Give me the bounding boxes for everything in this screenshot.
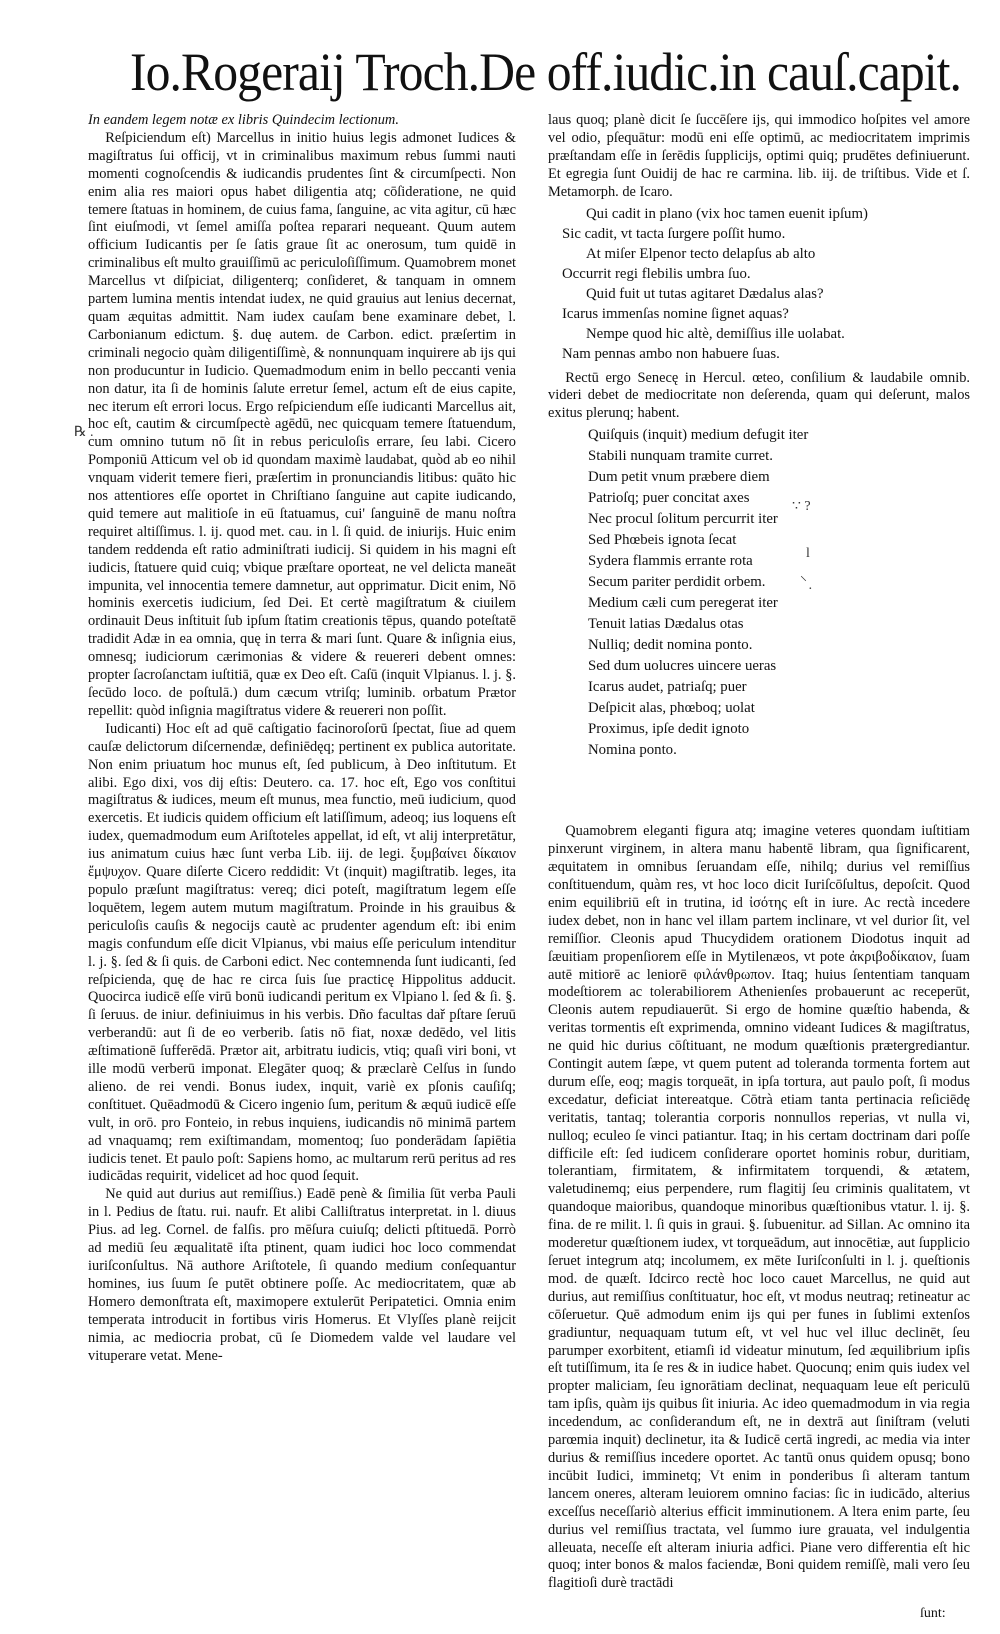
margin-mark-right: ⸜ <box>800 569 807 584</box>
left-column <box>88 112 516 1365</box>
verse-line: Nam pennas ambo non habuere ſuas. <box>562 345 780 362</box>
verse-line: Icarus immenſas nomine ſignet aquas? <box>562 305 789 322</box>
verse-line: Nomina ponto. <box>588 742 677 759</box>
right-paragraph-1: Quamobrem eleganti figura atq; imagine veteres quondam iuſtitiam pinxerunt virginem, in altera manu habentē libram, qua ſignificarent, æquitatem in omnibus ſeruandam eſſe, nihilq; durius vel remiſſius conſtituendum, quàm res, vt hoc loco dicit Iuriſcōſultus, depoſcit. Quod enim equilibriū eſt in trutina, id ἰσότης eſt in iure. Ac rectà incedere iudex debet, non in hanc vel illam partem inclinare, vt vel durior ſit, vel remiſſior. Cleonis apud Thucydidem orationem Diodotus inquit ad ſæuitiam propenſiorem eſſe in Mytilenæos, vt pote ἀκριβοδίκαιον, ſuam autē mitiorē ac leniorē φιλάνθρωπον. Itaq; huius ſententiam tanquam modeſtiorem ac tolerabiliorem Athenienſes probauerunt ac receperūt, Cleonis autem repudiauerūt. Si ergo de homine quæſtio habenda, & veritas tormentis eſt exprimenda, omnino videant Iudices & magiſtratus, ne quid hic durius cōſtituant, ne modum quæſtionis prætergrediantur. Contingit autem ſæpe, vt quem putent ad toleranda tormenta fortem aut durum eſſe, eoq; magis torqueāt, in ipſa tortura, aut paulo poſt, ſi modus excedatur, deficiat intereatque. Cōtrà etiam tanta pertinacia reſiciēdę veritatis, tantaq; tolerantia corporis nonnullos reperias, vt nulla vi, nulloq; eculeo ſe vinci patiantur. Itaq; in his certam doctrinam dari poſſe difficile eſt: ſed iudicem conſiderare oportet hominis robur, duritiam, tolerantiam, firmitatem, & infirmitatem torquendi, & ætatem, valetudinemq; eius perpendere, rum flagitij ſeu criminis qualitatem, vt quandoque maioribus, quandoque minoribus quæſtionibus vtatur. l. ij. §. fina. de re milit. l. ſi quis in graui. §. ſubuenitur. ad Sillan. Ac omnino ita moderetur quæſtionem iudex, vt torqueādum, aut innocētiæ, aut ſupplicio ſeruet integrum atq; incolumem, ex mēte Iuriſconſulti in l. j. queſtionis mod. de quæſt. Idcirco rectè hoc loco cauet Marcellus, ne quid aut durius, aut remiſſius conſtituatur, hoc eſt, vt modus neutraq; retineatur ac cōſeruetur. Quē admodum enim ijs qui per funes in ſublimi extenſos gradiuntur, nequaquam tutum eſt, vt vel huc vel illuc declinēt, ſeu parumper exorbitent, etiamſi id videatur minutum, ſed æquilibrium ipſis eſt tutiſſimum, ita ſe res & in iudice habet. Quocunq; enim quis iudex vel propter maliciam, ſeu ignorātiam declinat, nequaquam leue eſt periculū tam ipſis, quàm ijs quibus ſit iniuria. Ac ideo quemadmodum in via regia incedendum, ac conſiderandum eſt, ne in dextrā aut ſiniſtram (veluti parœmia inquit) declinetur, ita & Iudicē certā ingredi, ac media via inter durius & remiſſius incedere oportet. Ac tantū onus quidem opusq; bono incūbit Iudici, imminetq; Vt enim in ponderibus ſi alteram tantum lancem oneres, alteram leuiorem omnino facias: ſic in iudicādo, alterius exceſſus neceſſariò alterius efficit imminutionem. A ltera enim parte, ſeu durius vel remiſſius tractata, vel ſummo iure grauata, vel indulgentia alleuata, neceſſe eſt alteram iniuria adfici. Piane vero differentia eſt hic quoq; inter bonos & malos faciendæ, Boni quidem remiſſè, mali vero ſeu flagitioſi durè tractādi <box>548 823 970 1592</box>
margin-mark-right: ∵ ? <box>792 499 811 514</box>
verse-line: Quiſquis (inquit) medium defugit iter <box>588 427 809 444</box>
verse-line: Dum petit vnum præbere diem <box>588 469 770 486</box>
verse-line: Sed dum uolucres uincere ueras <box>588 658 777 675</box>
left-paragraph-2: Iudicanti) Hoc eſt ad quē caſtigatio facinoroſorū ſpectat, ſiue ad quem cauſæ delictorum diſcernendæ, definiēdęq; pertinent ex publica autoritate. Non enim priuatum hoc munus eſt, ſed publicum, à Deo inſtitutum. Et alibi. Ego dixi, vos dij eſtis: Deutero. ca. 17. hoc eſt, Ego vos conſtitui magiſtratus & iudices, meum eſt munus, mea functio, meū iudicium, quod exercetis. Et iudicis quidem officium eſt latiſſimum, adeoq; ius loquens eſt iudex, quemadmodum eum Ariſtoteles appellat, id eſt, vt alij interpretātur, ius animatum cuius hæc ſunt verba Lib. iij. de legi. ξυμβαίνει δίκαιον ἔμψυχον. Quare diſerte Cicero reddidit: Vt (inquit) magiſtratib. leges, ita populo præſunt magiſtratus: vereq; dici poteſt, magiſtratum legem eſſe loquētem, legem autem mutum magiſtratum. Proinde in his grauibus & periculoſis cauſis & negocijs cautè ac prudenter agendum eſt: ibi enim magis confundum eſſe dicit Vlpianus, vbi maius eſſe periculum intenditur l. j. §. ſed & ſi quis. de Carboni edict. Nec contemnenda ſunt iudicanti, ſed reſpicienda, quę de hac re circa ſuis ſue practicę Hippolitus adducit. Quocirca iudicē eſſe virū bonū iudicandi peritum ex Vlpiano l. ſed & ſi. §. ſi ſeruus. de iniur. definiuimus in his verbis. Dño facultas dař pſtare ſeruū verberandū: aut ſi de eo verberib. ſatis nō fiat, noxæ dedēdo, vel litis æſtimationē ſufferēdā. Prætor ait, arbitratu iudicis, vtiq; quaſi viri boni, vt ille modū verberū imponat. Elegāter quoq; & præclarè Celſus in ſundo alieno. de rei vendi. Bonus iudex, inquit, variè ex pſonis cauſiſq; conſtituet. Quēadmodū & Cicero ingenio ſum, peritum & æquū iudicē eſſe vult, in orō. pro Fonteio, in rebus inquiens, iudicandis nō minimā partem ad vnaquamq; rem exiſtimandam, momentoq; ſuo ponderādam ſapiētia iudicis tenet. Et paulo poſt: Sapiens homo, ac multarum rerū peritus ad res iudicādas requirit, videlicet ad hoc quod ſequit. <box>88 720 516 1185</box>
verse-line: Icarus audet, patriaſq; puer <box>588 679 747 696</box>
verse-line: Medium cæli cum peregerat iter <box>588 595 778 612</box>
verse-line: Quid fuit ut tutas agitaret Dædalus alas? <box>586 285 824 302</box>
ovid-verse <box>548 204 970 364</box>
verse-line: Nec procul ſolitum percurrit iter <box>588 511 778 528</box>
verse-line: Nempe quod hic altè, demiſſius ille uolabat. <box>586 325 845 342</box>
running-head: Io.Rogeraij Troch.De off.iudic.in cauſ.capit. <box>130 42 962 102</box>
verse-line: Occurrit regi flebilis umbra ſuo. <box>562 265 751 282</box>
verse-line: Patrioſq; puer concitat axes <box>588 490 750 507</box>
verse-line: Sed Phœbeis ignota ſecat <box>588 532 737 549</box>
verse-line: Tenuit latias Dædalus otas <box>588 616 744 633</box>
verse-line: Qui cadit in plano (vix hoc tamen euenit ipſum) <box>586 205 868 222</box>
right-intro: laus quoq; planè dicit ſe ſuccēſere ijs, qui immodico hoſpites vel amore vel odio, pſequātur: modū eni eſſe optimū, ac mediocritatem imprimis præſtandam eſſe in ſerēdis ſupplicijs, optimi quiq; prudētes definiuerunt. Et egregia ſunt Ouidij de hac re carmina. lib. iij. de triſtibus. Vide et ſ. Metamorph. de Icaro. <box>548 112 970 200</box>
verse-line: At miſer Elpenor tecto delapſus ab alto <box>586 245 816 262</box>
verse-line: Proximus, ipſe dedit ignoto <box>588 721 750 738</box>
left-paragraph-1: Reſpiciendum eſt) Marcellus in initio huius legis admonet Iudices & magiſtratus ſui officij, vt in criminalibus maximum rebus ſummi nauti momenti cognoſcendis & iudicandis prudentes ſint & circumſpecti. Non enim alia res maiori opus habet diligentia atq; cōſideratione, ne quid temere ſtatuas in hominem, de cuius fama, ſanguine, ac vita agitur, cū hæc ſint eiuſmodi, vt ſemel amiſſa poſtea reparari nequeant. Quum autem officium Iudicantis per ſe ſatis graue ſit ac onerosum, tum quidē in criminalibus eſt multo grauiſſimū ac periculoſiſſimum. Quamobrem monet Marcellus vt diſpiciat, diligenterq; conſideret, & tanquam in omnem partem lumina mentis intendat iudex, ne quid grauius aut lenius decernat, quam æquitas admittit. Nam iudex cauſam bene examinare debet, l. Carbonianum edictum. §. duę autem. de Carbon. edict. præſertim in criminali negocio quàm diligentiſſimè, & nonnunquam inquirere ab ijs qui non producuntur in Iudicio. Quemadmodum enim in bello peccanti venia non datur, ita ſi de hominis ſalute erretur ſemel, actum eſt de eius capite, nec iterum eſt errori locus. Ergo reſpiciendum eſſe iudicanti Marcellus ait, hoc eſt, cautim & circumſpectè agēdū, nec quicquam temere ſtatuendum, cum omnino tutum nō ſit in rebus periculoſis errare, ſeu labi. Cicero Pomponiū Atticum vel ob id quondam maximè laudabat, quòd ab eo nihil vnquam viderit temere fieri, præſertim in pronunciandis litibus: quāto hic nos attentiores eſſe oportet in Chriſtiano ſanguine aut capite iudicando, quid temere aut malitioſe in eū ſtatuamus, cui' ſanguinē de manu noſtra requiret altiſſimus. l. ij. quod met. cau. in l. ſi quid. de iniurijs. Huic enim tandem reddenda eſt ratio adminiſtrati iudicij. Si quidem in his magni eſt iudicis, ſtatuere quid cuiq; vbique præſtare oporteat, ne vel delicta maneāt impunita, vel innocentia temere damnetur, aut opprimatur. Dicit enim, Nō hominis exercetis iudicium, ſed Dei. Et certè magiſtratum & ciuilem ordinauit Deus inſtituit ſub ipſum ſtatim creationis tēpus, quando poteſtatē tradidit Adæ in ea omnia, quę in terra & mari ſunt. Quare & inſignia eius, omnesq; iudiciorum cærimonias & videre & reuereri debent omnes: propter ſacroſanctam iuſtitiā, quæ ex Deo eſt. Caſū (inquit Vlpianus. l. j. §. ſecūdo loco. de poſtulā.) dum cæcum vtriſq; luminib. orbatum Prætor repellit: quòd inſignia magiſtratus videre & reuereri non poſſit. <box>88 129 516 719</box>
verse-line: Stabili nunquam tramite curret. <box>588 448 773 465</box>
verse-line: Sydera flammis errante rota <box>588 553 753 570</box>
verse-line: Nulliq; dedit nomina ponto. <box>588 637 753 654</box>
right-bridge: Rectū ergo Senecę in Hercul. œteo, conſilium & laudabile omnib. videri debet de mediocritate non deſerenda, quam qui deſerunt, malos exitus plerunq; habent. <box>548 369 970 422</box>
margin-mark-right: l <box>806 546 810 561</box>
column-gap <box>548 767 970 823</box>
left-paragraph-3: Ne quid aut durius aut remiſſius.) Eadē penè & ſimilia ſūt verba Pauli in l. Pedius de ſtatu. rui. naufr. Et alibi Calliſtratus interpretat. in l. diuus Pius. ad leg. Cornel. de falſis. pro mēſura cuiuſq; delicti pſtituedā. Porrò ad mediū ſeu æqualitatē iſta ptinent, quam iudici hoc loco commendat iuriſconſultus. Nā authore Ariſtotele, ſi quando medium conſequantur homines, ius ſuum ſe putēt obtinere poſſe. Ac mediocritatem, quæ ab Homero demonſtrata eſt, maximopere extulerūt Peripatetici. Omnia enim temperata introducit in fortibus viris Homerus. Et Vlyſſes planè reijcit nimia, ac mediocria probat, cū ſe Diomedem valde vel laudare vel vituperare vetat. Mene- <box>88 1186 516 1364</box>
verse-line: Secum pariter perdidit orbem. <box>588 574 766 591</box>
catchword: ſunt: <box>920 1606 946 1621</box>
verse-line: Sic cadit, vt tacta ſurgere poſſit humo. <box>562 225 786 242</box>
margin-mark-right: · <box>808 582 813 597</box>
seneca-verse <box>588 425 970 761</box>
margin-mark-left: ℞ . <box>74 425 94 440</box>
right-column <box>548 112 970 1593</box>
verse-line: Deſpicit alas, phœboq; uolat <box>588 700 755 717</box>
left-heading: In eandem legem notæ ex libris Quindecim lectionum. <box>88 112 399 128</box>
